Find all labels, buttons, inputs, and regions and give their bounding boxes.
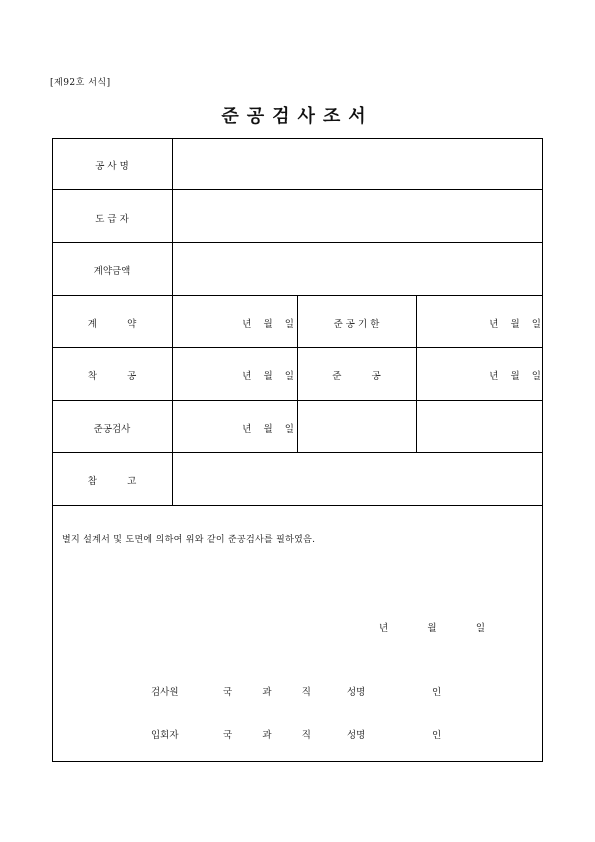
deadline-date: 년 월 일 xyxy=(489,319,541,330)
start-label: 착 공 xyxy=(87,371,137,382)
inspector-rank: 국 과 직 xyxy=(223,687,311,698)
contract-date: 년 월 일 xyxy=(242,319,294,330)
project-name-label: 공 사 명 xyxy=(95,161,129,172)
row-divider xyxy=(52,189,543,190)
inspection-label: 준공검사 xyxy=(93,424,131,435)
deadline-label: 준 공 기 한 xyxy=(333,319,380,330)
document-title: 준공검사조서 xyxy=(221,106,374,127)
row-divider xyxy=(52,452,543,453)
inspector-role: 검사원 xyxy=(151,687,179,698)
start-date: 년 월 일 xyxy=(242,371,294,382)
inspection-statement: 별지 설계서 및 도면에 의하여 위와 같이 준공검사를 필하였음. xyxy=(62,535,316,545)
witness-rank: 국 과 직 xyxy=(223,730,311,741)
contract-amount-label: 계약금액 xyxy=(93,266,131,277)
witness-name-label: 성명 xyxy=(347,730,366,741)
inspector-seal: 인 xyxy=(432,687,442,698)
signature-date: 년 월 일 xyxy=(379,623,486,634)
completion-date: 년 월 일 xyxy=(489,371,541,382)
witness-role: 입회자 xyxy=(151,730,179,741)
remarks-label: 참 고 xyxy=(87,476,137,487)
inspector-name-label: 성명 xyxy=(347,687,366,698)
row-divider xyxy=(52,505,543,506)
inspection-date: 년 월 일 xyxy=(242,424,294,435)
contractor-label: 도 급 자 xyxy=(95,214,129,225)
row-divider xyxy=(52,242,543,243)
form-number: [제92호 서식] xyxy=(50,78,111,88)
witness-seal: 인 xyxy=(432,730,442,741)
completion-label: 준 공 xyxy=(332,371,381,382)
contract-label: 계 약 xyxy=(87,319,137,330)
